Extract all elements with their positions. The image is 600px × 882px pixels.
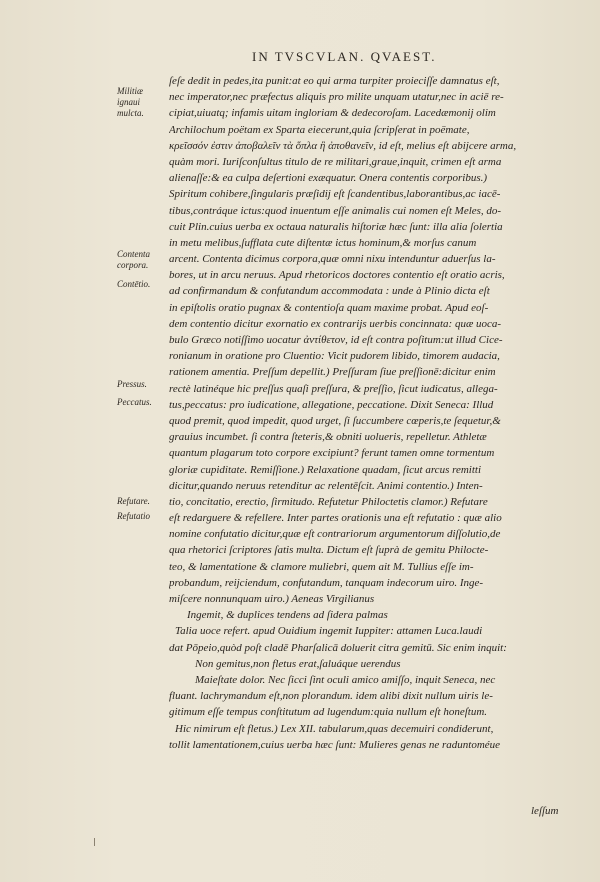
text-line: nec imperator,nec præfectus aliquis pro milite unquam utatur,nec in aciē re- [169,91,504,104]
text-line: tibus,contráque ictus:quod inuentum eſſe animalis cui nomen eſt Meles, do- [169,204,502,217]
text-line: Maieſtate dolor. Nec ſicci ſint oculi amico amiſſo, inquit Seneca, nec [195,673,496,686]
text-line: Hic nimirum eſt fletus.) Lex XII. tabularum,quas decemuiri condiderunt, [175,722,494,735]
text-line: Non gemitus,non fletus erat,ſaluáque uerendus [195,657,401,670]
running-head: IN TVSCVLAN. QVAEST. [252,49,437,64]
fold-mark [94,838,98,846]
text-line: teo, & lamentatione & clamore muliebri, quem ait M. Tullius eſſe im- [169,560,474,573]
text-line: gloriæ cupiditate. Remiſſione.) Relaxatione quadam, ſicut arcus remitti [169,463,482,476]
text-line: grauius incumbet. ſi contra ſteteris,& obniti uolueris, repelletur. Athletæ [169,431,487,444]
margin-note: Refutatio [117,511,150,521]
text-line: eſt redarguere & refellere. Inter partes orationis una eſt refutatio : quæ alio [169,512,502,525]
text-line: cuit Plin.cuius uerba ex octaua naturalis hiſtoriæ hæc ſunt: illa alia ſolertia [169,220,503,233]
margin-note: Refutare. [117,496,150,506]
text-line: rationem amentia. Preſſum depellit.) Preſſuram ſiue preſſionē:dicitur enim [169,366,496,379]
text-line: κρεῖσσόν ἐστιν ἀποβαλεῖν τὰ ὅπλα ἢ ἀποθανεῖν, id eſt, melius eſt abijcere arma, [169,139,517,152]
text-line: cipiat,uiuatq; infamis uitam ingloriam & dedecoroſam. Lacedæmonij olim [169,107,496,120]
catchword: leſſum [531,805,559,817]
text-line: ſeſe dedit in pedes,ita punit:at eo qui arma turpiter proieciſſe damnatus eſt, [169,75,500,87]
text-line: miſcere nonnunquam uiro.) Aeneas Virgilianus [169,593,375,605]
text-line: quàm mori. Iuriſconſultus titulo de re militari,graue,inquit, crimen eſt arma [169,155,502,168]
text-line: dem contentio dicitur exornatio ex contrarijs uerbis concinnata: quæ uoca- [169,317,502,330]
margin-note: Militiæ ignaui mulcta. [117,86,144,118]
text-line: in metu melibus,ſufflata cute diſtentæ ictus hominum,& morſus canum [169,236,477,249]
text-line: qua rhetorici ſcriptores ſatis multa. Dictum eſt ſuprà de gemitu Philocte- [169,544,489,557]
text-line: tollit lamentationem,cuius uerba hæc ſunt: Mulieres genas ne raduntoméue [169,738,501,751]
text-line: nomine confutatio dicitur,quæ eſt contrariorum argumentorum diſſolutio,de [169,528,501,541]
text-line: tus,peccatus: pro iudicatione, allegatione, peccatione. Dixit Seneca: Illud [169,398,494,411]
text-line: fluant. lachrymandum eſt,non plorandum. idem alibi dixit nullum uiris le- [169,690,493,703]
margin-note: Contētio. [117,279,151,289]
text-line: bulo Græco notiſſimo uocatur ἀντίθετον, id eſt contra poſitum:ut illud Cice- [169,334,503,346]
text-line: Archilochum poëtam ex Sparta eiecerunt,quia ſcripſerat in poëmate, [169,123,470,136]
text-line: rectè latinéque hic preſſus quaſi preſſura, & preſſio, ſicut iudicatus, allega- [169,382,498,395]
margin-note: Contenta corpora. [117,249,150,270]
text-line: tio, concitatio, erectio, ſirmitudo. Refutetur Philoctetis clamor.) Refutare [169,495,488,508]
text-line: ronianum in oratione pro Cluentio: Vicit pudorem libido, timorem audacia, [169,350,500,363]
text-line: ad confirmandum & confutandum accommodata : unde à Plinio dicta eſt [169,285,490,298]
text-line: alienaſſe:& ea culpa deſertioni exæquatur. Onera contentis corporibus.) [169,172,488,185]
text-line: Talia uoce refert. apud Ouidium ingemit Iuppiter: attamen Luca.laudi [175,625,483,638]
text-line: gitimum eſſe tempus conſtitutum ad lugendum:quia nullum eſt honeſtum. [169,706,488,719]
text-line: quantum plagarum toto corpore excipiunt? ferunt tamen omne tormentum [169,447,495,460]
text-line: arcent. Contenta dicimus corpora,quæ omni nixu intenduntur aduerſus la- [169,253,496,266]
text-line: dicitur,quando neruus retenditur ac relentēſcit. Animi contentio.) Inten- [169,479,483,492]
text-line: Ingemit, & duplices tendens ad ſidera palmas [187,609,388,622]
margin-note: Pressus. [117,379,147,389]
text-line: dat Pōpeio,quòd poſt cladē Pharſalicā doluerit citra gemitū. Sic enim inquit: [169,641,507,654]
text-line: quod premit, quod impedit, quod urget, ſi ſuccumbere cœperis,te ſequetur,& [169,414,501,427]
text-line: Spiritum cohibere,ſingularis præſidij eſt ſcandentibus,laborantibus,ac iacē- [169,188,501,201]
text-line: in epiſtolis oratio pugnax & contentioſa quam maxime probat. Apud eoſ- [169,301,489,314]
main-text [169,73,569,753]
text-line: bores, ut in arcu neruus. Apud rhetoricos doctores contentio eſt oratio acris, [169,269,505,282]
text-line: probandum, reijciendum, confutandum, tanquam indecorum uiro. Inge- [169,576,484,589]
margin-note: Peccatus. [117,397,152,407]
